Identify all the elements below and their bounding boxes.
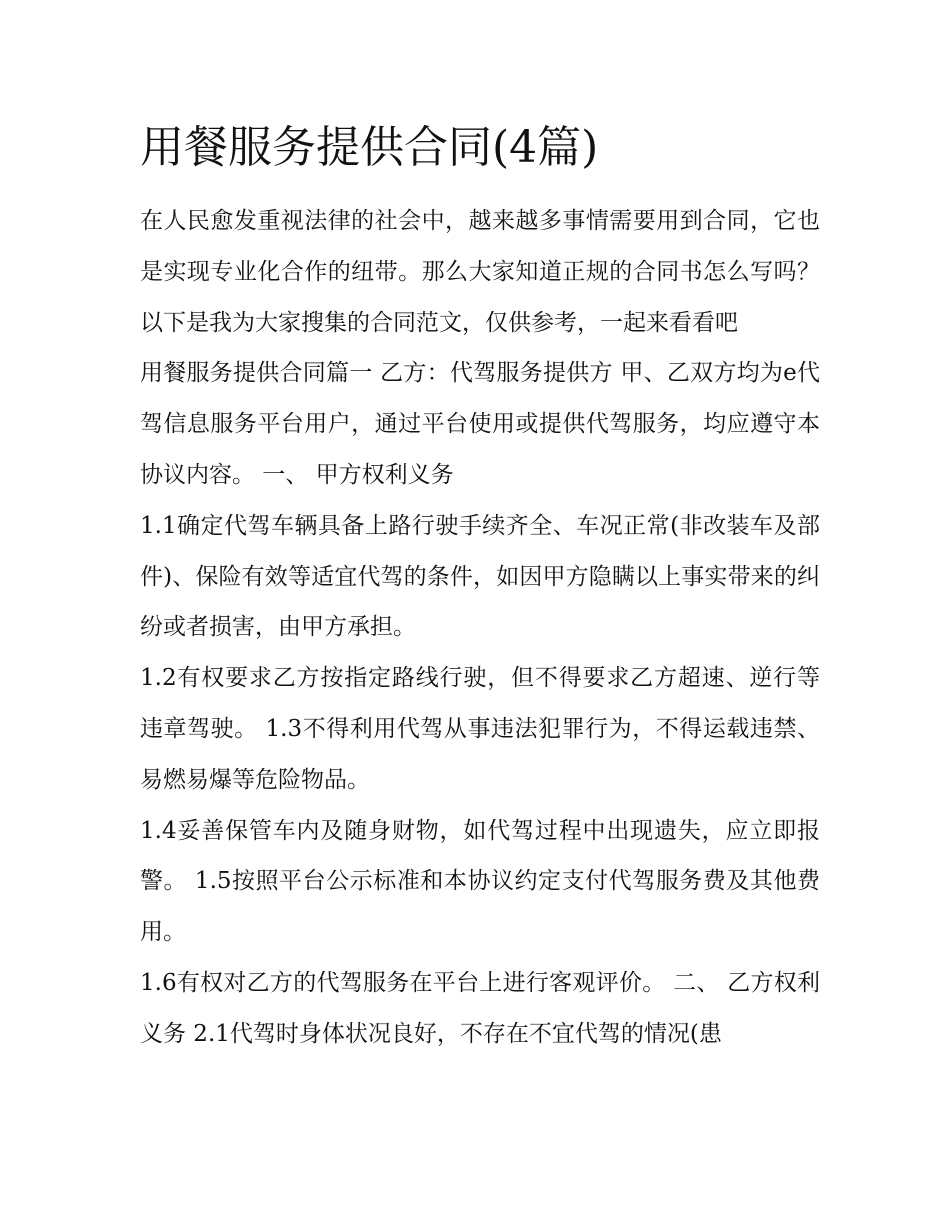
clause-1-1-paragraph: 1.1确定代驾车辆具备上路行驶手续齐全、车况正常(非改装车及部件)、保险有效等适宜代驾的条件，如因甲方隐瞒以上事实带来的纠纷或者损害，由甲方承担。 <box>140 512 820 641</box>
intro-paragraph: 在人民愈发重视法律的社会中，越来越多事情需要用到合同，它也是实现专业化合作的纽带。那么大家知道正规的合同书怎么写吗？以下是我为大家搜集的合同范文，仅供参考，一起来看看吧 <box>140 208 820 336</box>
contract-opening-paragraph: 用餐服务提供合同篇一 乙方：代驾服务提供方 甲、乙双方均为e代驾信息服务平台用户，通过平台使用或提供代驾服务，均应遵守本协议内容。 一、 甲方权利义务 <box>140 360 820 488</box>
clause-1-2-1-3-paragraph: 1.2有权要求乙方按指定路线行驶，但不得要求乙方超速、逆行等违章驾驶。 1.3不得利用代驾从事违法犯罪行为，不得运载违禁、易燃易爆等危险物品。 <box>140 665 820 793</box>
document-page <box>140 112 820 1060</box>
clause-1-4-1-5-paragraph: 1.4妥善保管车内及随身财物，如代驾过程中出现遗失，应立即报警。 1.5按照平台公示标准和本协议约定支付代驾服务费及其他费用。 <box>140 817 820 946</box>
clause-1-6-2-1-paragraph: 1.6有权对乙方的代驾服务在平台上进行客观评价。 二、 乙方权利义务 2.1代驾时身体状况良好，不存在不宜代驾的情况(患 <box>140 969 820 1047</box>
document-title: 用餐服务提供合同(4篇) <box>140 122 599 173</box>
